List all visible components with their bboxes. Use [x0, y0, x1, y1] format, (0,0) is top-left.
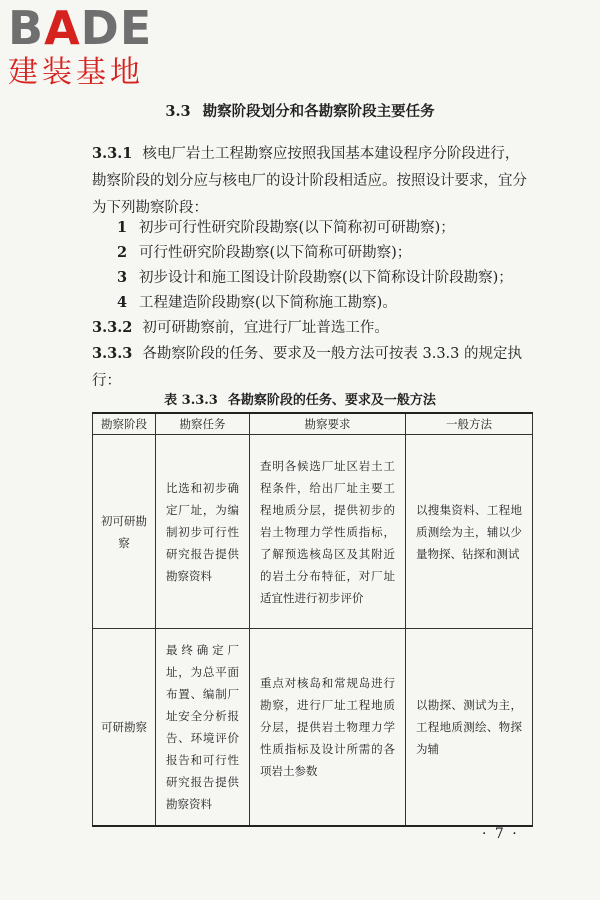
clause-3-3-3	[92, 340, 528, 395]
task-cell: 比选和初步确定厂址，为编制初步可行性研究报告提供勘察资料	[156, 435, 250, 629]
section-heading: 勘察阶段划分和各勘察阶段主要任务	[202, 103, 435, 120]
method-cell: 以搜集资料、工程地质测绘为主，辅以少量物探、钻探和测试	[406, 435, 533, 629]
page-number: · 7 ·	[482, 826, 519, 842]
table-header-cell: 勘察任务	[156, 413, 250, 435]
clause-text: 初可研勘察前，宜进行厂址普选工作。	[142, 320, 389, 336]
table-header-cell: 勘察阶段	[93, 413, 156, 435]
requirement-cell: 重点对核岛和常规岛进行勘察，进行厂址工程地质分层，提供岩土物理力学性质指标及设计所需的各项岩土参数	[250, 629, 406, 827]
clause-number: 3.3.3	[92, 345, 133, 362]
table-caption	[0, 389, 600, 408]
method-cell: 以勘探、测试为主，工程地质测绘、物探为辅	[406, 629, 533, 827]
logo-wordmark: BADE	[8, 1, 153, 55]
stage-list-item: 4 工程建造阶段勘察(以下简称施工勘察)。	[117, 294, 397, 311]
logo	[8, 1, 178, 90]
table-row	[93, 435, 533, 629]
table-number: 表 3.3.3	[164, 393, 218, 408]
table-title: 各勘察阶段的任务、要求及一般方法	[227, 393, 436, 408]
requirement-cell: 查明各候选厂址区岩土工程条件，给出厂址主要工程地质分层，提供初步的岩土物理力学性质指标，了解预选核岛区及其附近的岩土分布特征，对厂址适宜性进行初步评价	[250, 435, 406, 629]
stage-cell: 初可研勘察	[93, 435, 156, 629]
clause-3-3-2	[92, 314, 528, 342]
clause-3-3-1	[92, 140, 528, 222]
clause-text: 各勘察阶段的任务、要求及一般方法可按表 3.3.3 的规定执行：	[92, 346, 522, 389]
table-header-cell: 一般方法	[406, 413, 533, 435]
table-header-row	[93, 413, 533, 435]
task-cell: 最终确定厂址，为总平面布置、编制厂址安全分析报告、环境评价报告和可行性研究报告提供勘察资料	[156, 629, 250, 827]
section-number: 3.3	[165, 103, 191, 120]
stage-list-item: 3 初步设计和施工图设计阶段勘察(以下简称设计阶段勘察)；	[117, 269, 513, 286]
table-row	[93, 629, 533, 827]
clause-number: 3.3.2	[92, 319, 133, 336]
stage-list-item: 1 初步可行性研究阶段勘察(以下简称初可研勘察)；	[117, 219, 455, 236]
clause-number: 3.3.1	[92, 145, 133, 162]
table-header-cell: 勘察要求	[250, 413, 406, 435]
stage-cell: 可研勘察	[93, 629, 156, 827]
logo-subtitle: 建装基地	[8, 55, 144, 90]
stage-list-item: 2 可行性研究阶段勘察(以下简称可研勘察)；	[117, 244, 412, 261]
section-title	[0, 100, 600, 121]
survey-stages-table	[92, 412, 533, 827]
clause-text: 核电厂岩土工程勘察应按照我国基本建设程序分阶段进行，勘察阶段的划分应与核电厂的设计阶段相适应。按照设计要求，宜分为下列勘察阶段：	[92, 146, 527, 216]
